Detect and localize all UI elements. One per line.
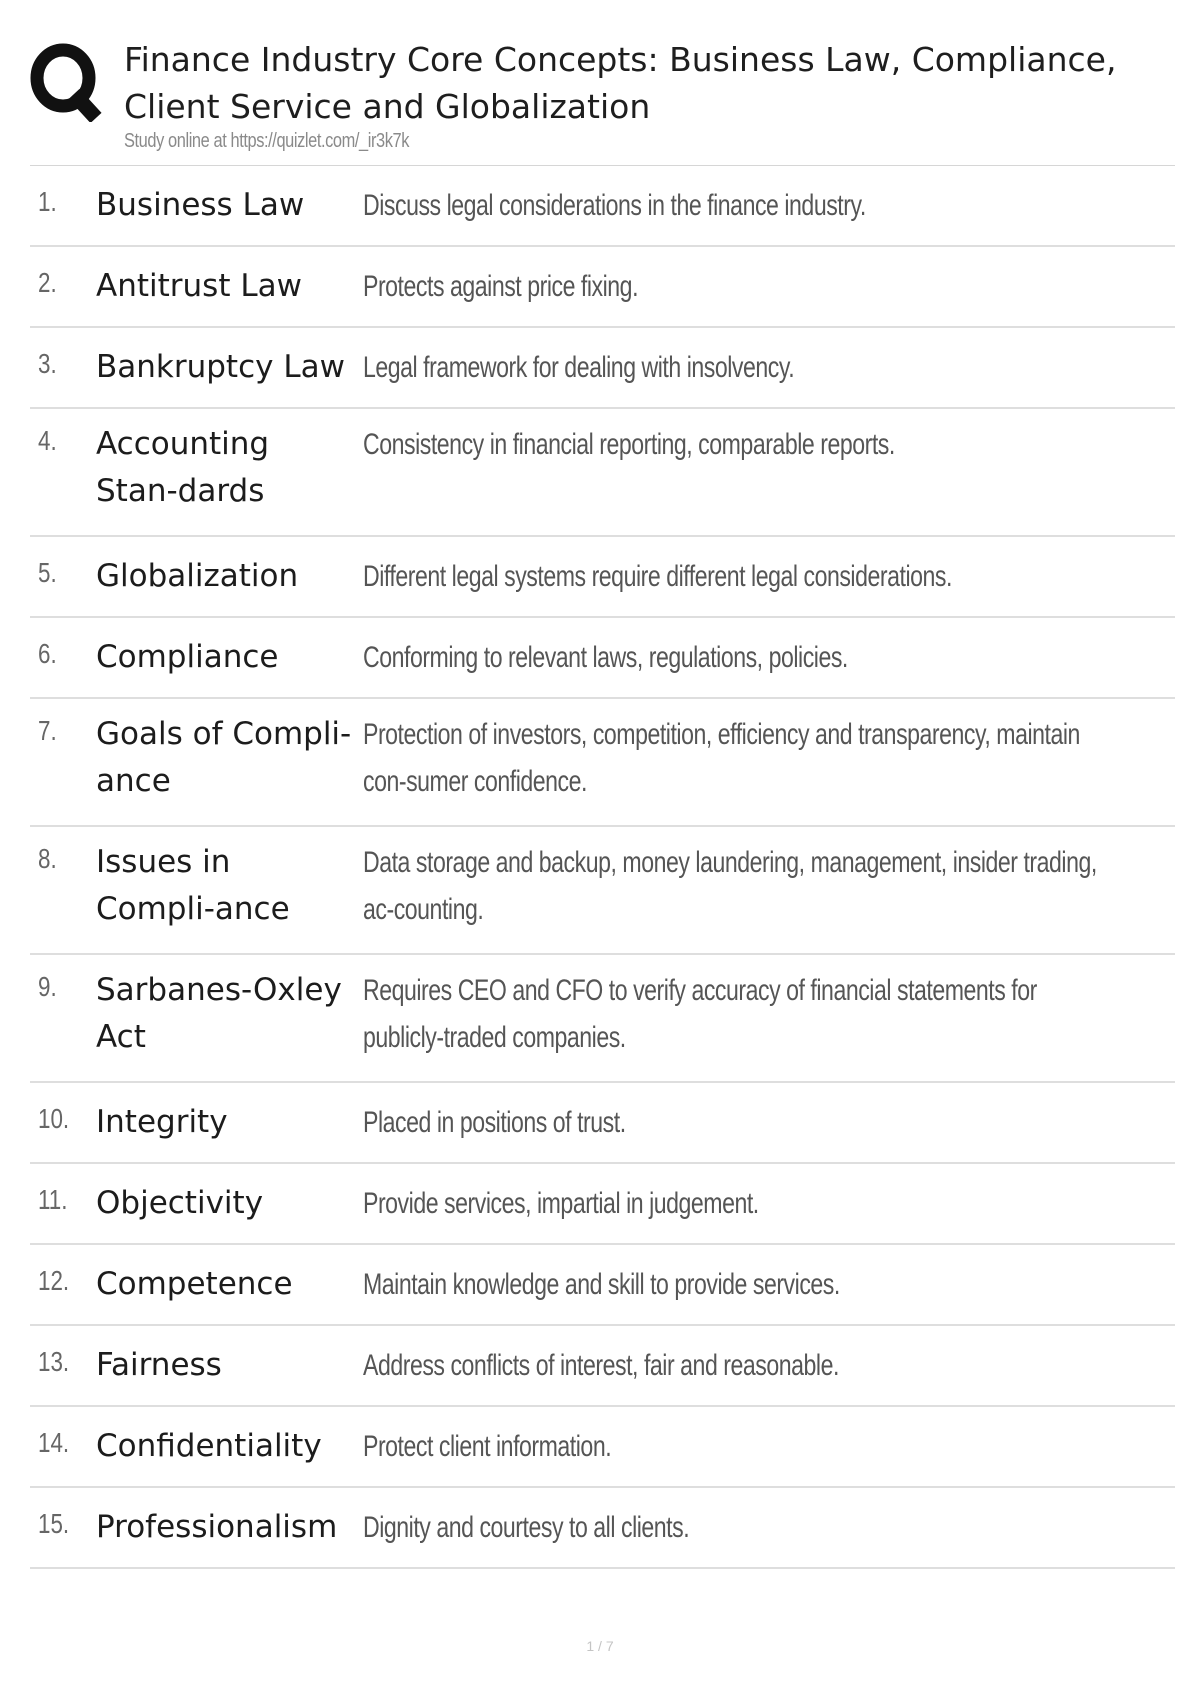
term-definition: Legal framework for dealing with insolvency. <box>363 351 795 384</box>
term-number: 6. <box>38 638 57 669</box>
term-number: 4. <box>38 425 57 456</box>
terms-list <box>30 166 1175 1569</box>
term-definition: Protection of investors, competition, efficiency and transparency, maintain con-sumer confidence. <box>363 718 1080 798</box>
term-definition: Address conflicts of interest, fair and reasonable. <box>363 1349 839 1382</box>
term-number: 12. <box>38 1265 70 1296</box>
term-row <box>30 537 1175 618</box>
term-number: 11. <box>38 1184 68 1215</box>
term-name: Sarbanes-Oxley Act <box>96 972 342 1055</box>
term-definition: Different legal systems require different legal considerations. <box>363 560 952 593</box>
term-definition: Discuss legal considerations in the finance industry. <box>363 189 866 222</box>
term-definition: Requires CEO and CFO to verify accuracy of financial statements for publicly-traded companies. <box>363 974 1037 1054</box>
term-row <box>30 618 1175 699</box>
term-name: Professionalism <box>96 1509 338 1545</box>
term-row <box>30 166 1175 247</box>
page-indicator: 1 / 7 <box>586 1638 614 1654</box>
term-row <box>30 328 1175 409</box>
term-name: Bankruptcy Law <box>96 349 345 385</box>
term-number: 3. <box>38 348 57 379</box>
term-row <box>30 1083 1175 1164</box>
term-row <box>30 955 1175 1083</box>
term-name: Confidentiality <box>96 1428 322 1464</box>
term-row <box>30 1407 1175 1488</box>
term-row <box>30 827 1175 955</box>
term-number: 8. <box>38 843 57 874</box>
term-number: 5. <box>38 557 57 588</box>
term-definition: Dignity and courtesy to all clients. <box>363 1511 690 1544</box>
quizlet-logo-icon <box>30 38 104 122</box>
term-row <box>30 1245 1175 1326</box>
document-header <box>30 30 1200 165</box>
term-definition: Protect client information. <box>363 1430 612 1463</box>
term-name: Business Law <box>96 187 305 223</box>
term-name: Issues in Compli-ance <box>96 844 290 927</box>
term-row <box>30 1488 1175 1569</box>
term-row <box>30 247 1175 328</box>
term-name: Accounting Stan-dards <box>96 426 270 509</box>
term-number: 2. <box>38 267 57 298</box>
term-name: Compliance <box>96 639 279 675</box>
term-row <box>30 409 1175 537</box>
term-number: 7. <box>38 715 57 746</box>
term-definition: Placed in positions of trust. <box>363 1106 626 1139</box>
term-number: 13. <box>38 1346 70 1377</box>
term-definition: Protects against price fixing. <box>363 270 639 303</box>
term-number: 1. <box>38 186 57 217</box>
term-name: Fairness <box>96 1347 222 1383</box>
term-number: 15. <box>38 1508 70 1539</box>
term-name: Goals of Compli-ance <box>96 716 352 799</box>
term-name: Integrity <box>96 1104 228 1140</box>
term-number: 10. <box>38 1103 70 1134</box>
term-definition: Conforming to relevant laws, regulations, policies. <box>363 641 848 674</box>
term-definition: Data storage and backup, money laundering, management, insider trading, ac-counting. <box>363 846 1097 926</box>
term-number: 14. <box>38 1427 70 1458</box>
term-definition: Maintain knowledge and skill to provide services. <box>363 1268 840 1301</box>
term-row <box>30 1326 1175 1407</box>
source-link[interactable]: Study online at https://quizlet.com/_ir3k7k <box>124 130 410 152</box>
term-definition: Provide services, impartial in judgement. <box>363 1187 759 1220</box>
term-name: Objectivity <box>96 1185 264 1221</box>
term-name: Antitrust Law <box>96 268 302 304</box>
term-definition: Consistency in financial reporting, comparable reports. <box>363 428 895 461</box>
term-row <box>30 1164 1175 1245</box>
term-row <box>30 699 1175 827</box>
document-title: Finance Industry Core Concepts: Business Law, Compliance, Client Service and Globalization <box>124 40 1117 126</box>
term-number: 9. <box>38 971 57 1002</box>
term-name: Competence <box>96 1266 293 1302</box>
term-name: Globalization <box>96 558 299 594</box>
